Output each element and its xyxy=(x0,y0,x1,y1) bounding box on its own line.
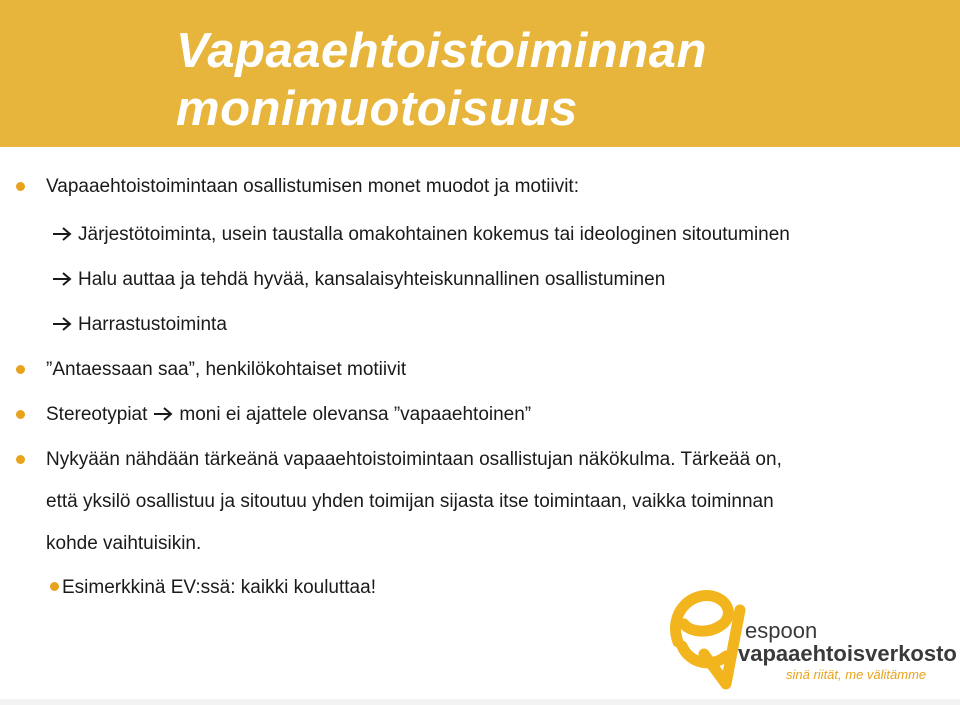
arrow-item-hobby xyxy=(52,313,227,337)
title-band xyxy=(0,0,960,147)
title-line-2: monimuotoisuus xyxy=(176,82,578,136)
arrow-right-icon xyxy=(153,407,173,421)
bullet-perspective-line-3: kohde vaihtuisikin. xyxy=(46,533,202,554)
bullet-perspective-line-1: Nykyään nähdään tärkeänä vapaaehtoistoimintaan osallistujan näkökulma. Tärkeää on, xyxy=(46,449,782,470)
arrow-right-icon xyxy=(52,227,72,241)
bullet-dot-icon xyxy=(16,410,25,419)
bottom-rule xyxy=(0,699,960,705)
arrow-item-help-text: Halu auttaa ja tehdä hyvää, kansalaisyhteiskunnallinen osallistuminen xyxy=(78,269,666,290)
bullet-dot-icon xyxy=(16,182,25,191)
bullet-dot-icon xyxy=(50,582,59,591)
arrow-item-hobby-text: Harrastustoiminta xyxy=(78,314,227,335)
bullet-motives: Vapaaehtoistoimintaan osallistumisen monet muodot ja motiivit: xyxy=(46,176,579,197)
bullet-example xyxy=(50,576,376,600)
bullet-dot-icon xyxy=(16,365,25,374)
logo-text-espoon: espoon xyxy=(745,618,818,643)
slide-title xyxy=(176,22,707,138)
bullet-dot-icon xyxy=(16,455,25,464)
arrow-item-organisation xyxy=(52,223,790,247)
arrow-right-icon xyxy=(52,317,72,331)
bullet-example-text: Esimerkkinä EV:ssä: kaikki kouluttaa! xyxy=(62,577,376,598)
bullet-stereotypes-text: moni ei ajattele olevansa ”vapaaehtoinen” xyxy=(179,404,532,425)
logo-text-network: vapaaehtoisverkosto xyxy=(738,641,957,666)
logo-tagline: sinä riität, me välitämme xyxy=(786,667,927,682)
arrow-item-organisation-text: Järjestötoiminta, usein taustalla omakohtainen kokemus tai ideologinen sitoutuminen xyxy=(78,224,790,245)
bullet-perspective-line-2: että yksilö osallistuu ja sitoutuu yhden toimijan sijasta itse toimintaan, vaikka toiminnan xyxy=(46,491,774,512)
arrow-right-icon xyxy=(52,272,72,286)
bullet-stereotypes xyxy=(46,403,531,427)
arrow-item-help xyxy=(52,268,665,292)
title-line-1: Vapaaehtoistoiminnan xyxy=(176,24,707,78)
bullet-giving: ”Antaessaan saa”, henkilökohtaiset motiivit xyxy=(46,359,407,380)
bullet-stereotypes-label: Stereotypiat xyxy=(46,404,148,425)
